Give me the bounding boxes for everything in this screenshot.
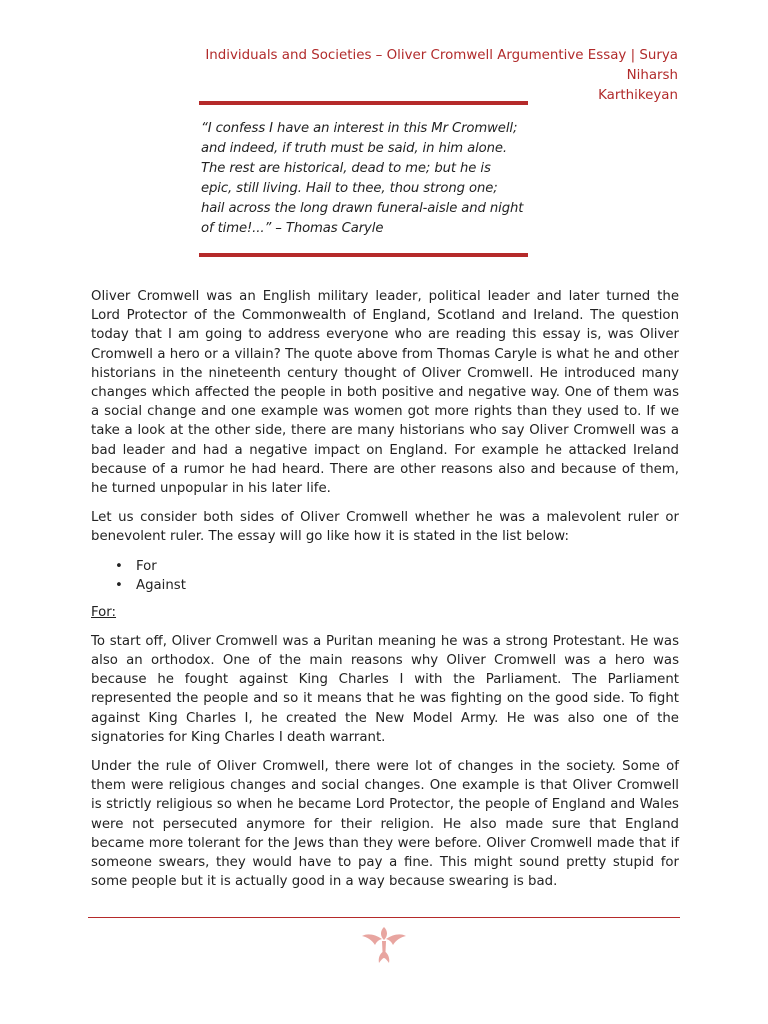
header-title-line2: Karthikeyan [598, 88, 678, 103]
list-item [91, 576, 679, 595]
list-item-label: Against [136, 577, 186, 593]
list-item [91, 557, 679, 576]
paragraph-society: Under the rule of Oliver Cromwell, there were lot of changes in the society. Some of them were religious changes and social changes. One example is that Oliver Cromwell is strictly religious so when he became Lord Protector, the people of England and Wales were not persecuted anymore for their religion. He also made sure that England became more tolerant for the Jews than they were before. Oliver Cromwell made that if someone swears, they would have to pay a fine. This might sound pretty stupid for some people but it is actually good in a way because swearing is bad. [91, 759, 679, 890]
page-header [150, 46, 678, 106]
paragraph-puritan: To start off, Oliver Cromwell was a Puritan meaning he was a strong Protestant. He was also an orthodox. One of the main reasons why Oliver Cromwell was a hero was because he fought against King Charles I with the Parliament. The Parliament represented the people and so it means that he was fighting on the good side. To fight against King Charles I, he created the New Model Army. He was also one of the signatories for King Charles I death warrant. [91, 633, 679, 745]
header-title-line1: Individuals and Societies – Oliver Cromwell Argumentive Essay | Surya Niharsh [205, 48, 678, 83]
quote-text: “I confess I have an interest in this Mr Cromwell; and indeed, if truth must be said, in him alone. The rest are historical, dead to me; but he is epic, still living. Hail to thee, thou strong one; hail across the long drawn funeral-aisle and night of time!...” – Thomas Caryle [201, 121, 524, 236]
essay-outline-list [91, 557, 679, 595]
fleuron-icon [361, 925, 407, 965]
section-heading-for: For: [91, 604, 117, 620]
bullet-icon: • [115, 558, 123, 574]
bullet-icon: • [115, 577, 123, 593]
paragraph-intro: Oliver Cromwell was an English military leader, political leader and later turned the Lord Protector of the Commonwealth of England, Scotland and Ireland. The question today that I am going to address everyone who are reading this essay is, was Oliver Cromwell a hero or a villain? The quote above from Thomas Caryle is what he and other historians in the nineteenth century thought of Oliver Cromwell. He introduced many changes which affected the people in both positive and negative way. One of them was a social change and one example was women got more rights than they used to. If we take a look at the other side, there are many historians who say Oliver Cromwell was a bad leader and had a negative impact on England. For example he attacked Ireland because of a rumor he had heard. There are other reasons also and because of them, he turned unpopular in his later life. [91, 289, 679, 497]
footer-rule [88, 917, 680, 918]
paragraph-structure: Let us consider both sides of Oliver Cromwell whether he was a malevolent ruler or benevolent ruler. The essay will go like how it is stated in the list below: [91, 510, 679, 545]
list-item-label: For [136, 558, 157, 574]
epigraph-quote [199, 101, 528, 257]
quote-bottom-rule [199, 253, 528, 257]
essay-body [91, 287, 679, 901]
